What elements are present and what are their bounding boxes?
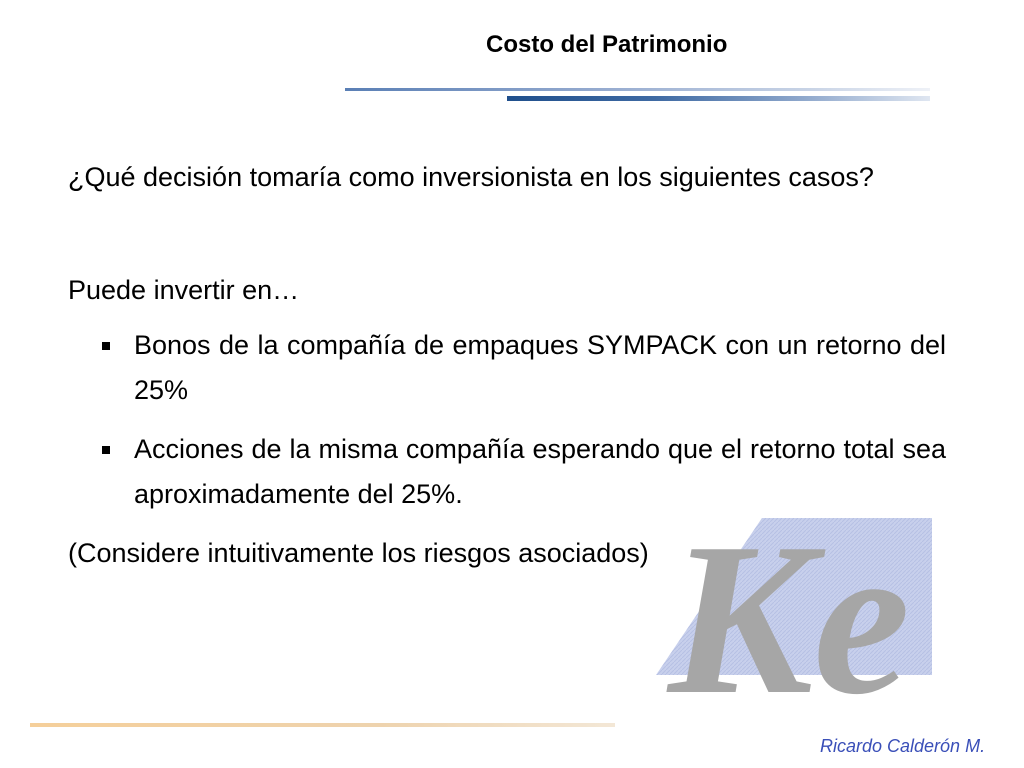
square-bullet-icon bbox=[102, 342, 110, 350]
author-credit: Ricardo Calderón M. bbox=[820, 736, 986, 756]
question-text: ¿Qué decisión tomaría como inversionista en los siguientes casos? bbox=[68, 162, 874, 192]
footer-rule bbox=[30, 723, 615, 727]
header-rule-top bbox=[345, 88, 930, 91]
closing-text: (Considere intuitivamente los riesgos asociados) bbox=[68, 538, 649, 568]
bullet-list bbox=[68, 323, 946, 517]
list-item bbox=[68, 427, 946, 517]
slide-title: Costo del Patrimonio bbox=[486, 31, 728, 58]
intro-text: Puede invertir en… bbox=[68, 275, 300, 305]
list-item bbox=[68, 323, 946, 413]
slide-body bbox=[68, 155, 946, 576]
square-bullet-icon bbox=[102, 446, 110, 454]
logo-lettering: Ke bbox=[668, 510, 911, 700]
bullet-text: Bonos de la compañía de empaques SYMPACK con un retorno del 25% bbox=[134, 330, 946, 405]
bullet-text: Acciones de la misma compañía esperando que el retorno total sea aproximadamente del 25%. bbox=[134, 434, 946, 509]
header-rule-bottom bbox=[507, 96, 930, 101]
